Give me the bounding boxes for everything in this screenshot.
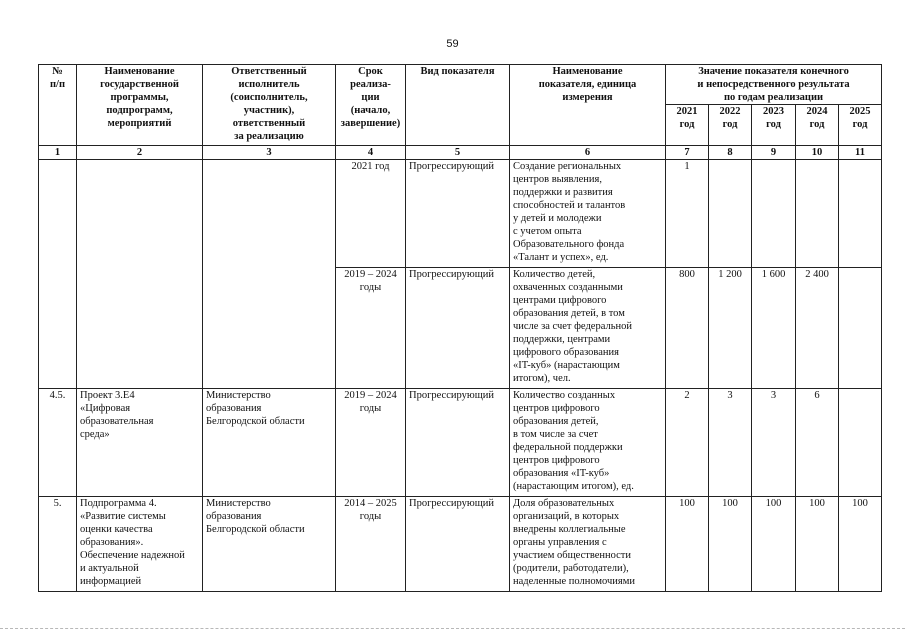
header-values-group: Значение показателя конечного и непосредственного результата по годам реализации [666, 65, 882, 105]
cell-indicator: Количество созданных центров цифрового образования детей, в том числе за счет федеральной поддержки центров цифрового образования «IT-куб» (нарастающим итогом), ед. [510, 389, 666, 497]
table-row [39, 160, 882, 268]
column-number: 4 [336, 146, 406, 160]
column-number: 11 [839, 146, 882, 160]
cell-indicator: Количество детей, охваченных созданными центрами цифрового образования детей, в том числе за счет федеральной поддержки, центрами цифрового образования «IT-куб» (нарастающим итогом), чел. [510, 268, 666, 389]
cell-indicator-type: Прогрессирующий [406, 268, 510, 389]
header-executor: Ответственный исполнитель (соисполнитель, участник), ответственный за реализацию [203, 65, 336, 146]
cell-indicator: Доля образовательных организаций, в которых внедрены коллегиальные органы управления с участием общественности (родители, работодатели), наделенные полномочиями [510, 497, 666, 592]
cell-value-2023 [752, 160, 796, 268]
cell-value-2024: 6 [796, 389, 839, 497]
cell-no: 4.5. [39, 389, 77, 497]
cell-indicator-type: Прогрессирующий [406, 389, 510, 497]
page-number: 59 [446, 38, 459, 50]
cell-value-2022 [709, 160, 752, 268]
cell-value-2023: 3 [752, 389, 796, 497]
column-number: 6 [510, 146, 666, 160]
header-indicator-name: Наименование показателя, единица измерения [510, 65, 666, 146]
header-no: № п/п [39, 65, 77, 146]
header-year-2025: 2025 год [839, 105, 882, 146]
column-number: 8 [709, 146, 752, 160]
cell-name: Подпрограмма 4. «Развитие системы оценки качества образования». Обеспечение надежной и актуальной информацией [77, 497, 203, 592]
column-number: 9 [752, 146, 796, 160]
header-year-2024: 2024 год [796, 105, 839, 146]
header-indicator-type: Вид показателя [406, 65, 510, 146]
cell-no: 5. [39, 497, 77, 592]
header-term: Срок реализа- ции (начало, завершение) [336, 65, 406, 146]
cell-value-2021: 800 [666, 268, 709, 389]
table-row [39, 497, 882, 592]
header-name: Наименование государственной программы, подпрограмм, мероприятий [77, 65, 203, 146]
cell-value-2025 [839, 160, 882, 268]
header-year-2022: 2022 год [709, 105, 752, 146]
cell-value-2025: 100 [839, 497, 882, 592]
cell-value-2024: 100 [796, 497, 839, 592]
cell-term: 2019 – 2024 годы [336, 389, 406, 497]
header-year-2021: 2021 год [666, 105, 709, 146]
cell-executor: Министерство образования Белгородской области [203, 389, 336, 497]
cell-name: Проект 3.Е4 «Цифровая образовательная среда» [77, 389, 203, 497]
scan-edge-line [0, 628, 905, 629]
cell-value-2024: 2 400 [796, 268, 839, 389]
cell-value-2021: 100 [666, 497, 709, 592]
column-number: 1 [39, 146, 77, 160]
cell-value-2021: 1 [666, 160, 709, 268]
cell-indicator-type: Прогрессирующий [406, 497, 510, 592]
column-number: 7 [666, 146, 709, 160]
cell-value-2023: 1 600 [752, 268, 796, 389]
cell-value-2022: 3 [709, 389, 752, 497]
cell-indicator-type: Прогрессирующий [406, 160, 510, 268]
cell-value-2024 [796, 160, 839, 268]
cell-name [77, 160, 203, 389]
cell-value-2022: 100 [709, 497, 752, 592]
cell-term: 2019 – 2024 годы [336, 268, 406, 389]
cell-value-2021: 2 [666, 389, 709, 497]
cell-executor [203, 160, 336, 389]
cell-no [39, 160, 77, 389]
header-year-2023: 2023 год [752, 105, 796, 146]
cell-value-2022: 1 200 [709, 268, 752, 389]
column-number: 10 [796, 146, 839, 160]
cell-value-2025 [839, 268, 882, 389]
cell-term: 2021 год [336, 160, 406, 268]
cell-executor: Министерство образования Белгородской области [203, 497, 336, 592]
cell-term: 2014 – 2025 годы [336, 497, 406, 592]
table-row [39, 389, 882, 497]
cell-value-2023: 100 [752, 497, 796, 592]
cell-indicator: Создание региональных центров выявления, поддержки и развития способностей и талантов у детей и молодежи с учетом опыта Образовательного фонда «Талант и успех», ед. [510, 160, 666, 268]
column-number-row [39, 146, 882, 160]
column-number: 3 [203, 146, 336, 160]
column-number: 2 [77, 146, 203, 160]
column-number: 5 [406, 146, 510, 160]
indicators-table [38, 64, 882, 592]
cell-value-2025 [839, 389, 882, 497]
